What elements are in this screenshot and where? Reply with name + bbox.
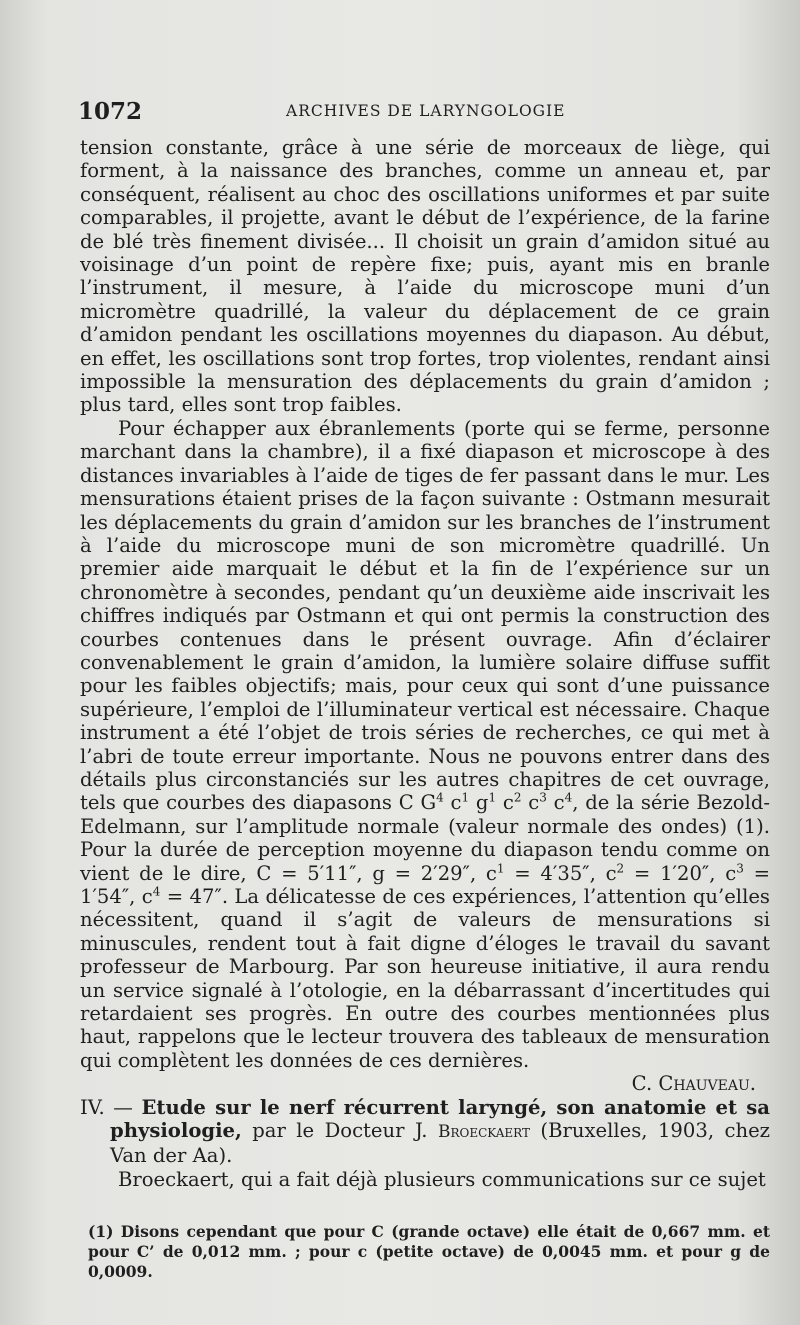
- signature-initial: C.: [631, 1072, 659, 1096]
- text-run: = 1′20″, c: [624, 861, 737, 885]
- superscript: 1: [488, 790, 497, 805]
- paragraph-2: [80, 417, 770, 1072]
- page-number: 1072: [78, 98, 143, 125]
- text-run: , de la série Bezold-Edelmann, sur l’amplitude normale (valeur normale des ondes) (1). Pour la durée de perception moyenne du diapason tendu comme on vient de le dire, C = 5′11″, g = 2′29″, c: [80, 791, 771, 885]
- superscript: 4: [564, 790, 573, 805]
- text-run: c: [521, 791, 540, 815]
- section-byline: par le Docteur J.: [241, 1119, 438, 1143]
- text-run: c: [546, 791, 565, 815]
- superscript: 3: [539, 790, 547, 805]
- superscript: 2: [513, 790, 522, 805]
- running-head: ARCHIVES DE LARYNGOLOGIE: [286, 102, 566, 120]
- footnote: (1) Disons cependant que pour C (grande octave) elle était de 0,667 mm. et pour C’ de 0,012 mm. ; pour c (petite octave) de 0,0045 mm. et pour g de 0,0009.: [88, 1222, 770, 1281]
- text-run: = 47″. La délicatesse de ces expériences, l’attention qu’elles nécessitent, quand il s’agit de valeurs de mensurations si minuscules, rendent tout à fait digne d’éloges le travail du savant professeur de Marbourg. Par son heureuse initiative, il aura rendu un service signalé à l’otologie, en la débarrassant d’incertitudes qui retardaient ses progrès. En outre des courbes mentionnées plus haut, rappelons que le lecteur trouvera des tableaux de mensuration qui complètent les données de ces dernières.: [80, 885, 770, 1072]
- superscript: 4: [152, 884, 161, 899]
- signature-name: Chauveau.: [658, 1072, 756, 1096]
- superscript: 4: [436, 790, 444, 805]
- superscript: 2: [616, 861, 625, 876]
- page-header: [78, 98, 728, 126]
- text-run: g: [469, 791, 489, 815]
- main-text: [80, 136, 770, 1191]
- section-publication: (Bruxelles, 1903, chez Van der Aa).: [110, 1119, 770, 1168]
- text-run: Pour échapper aux ébranlements (porte qui se ferme, personne marchant dans la chambre), il a fixé diapason et microscope à des distances invariables à l’aide de tiges de fer passant dans le mur. Les mensurations étaient prises de la façon suivante : Ostmann mesurait les déplacements du grain d’amidon sur les branches de l’instrument à l’aide du microscope muni de son micromètre quadrillé. Un premier aide marquait le début et la fin de l’expérience sur un chronomètre à secondes, pendant qu’un deuxième aide inscrivait les chiffres indiqués par Ostmann et qui ont permis la construction des courbes contenues dans le présent ouvrage. Afin d’éclairer convenablement le grain d’amidon, la lumière solaire diffuse suffit pour les faibles objectifs; mais, pour ceux qui sont d’une puissance supérieure, l’emploi de l’illuminateur vertical est nécessaire. Chaque instrument a été l’objet de trois séries de recherches, ce qui met à l’abri de toute erreur importante. Nous ne pouvons entrer dans des détails plus circonstanciés sur les autres chapitres de cet ouvrage, tels que courbes des diapasons C G: [80, 416, 770, 815]
- superscript: 1: [461, 790, 470, 805]
- section-heading: [80, 1096, 770, 1168]
- signature: [80, 1072, 770, 1095]
- text-run: c: [443, 791, 462, 815]
- text-run: c: [496, 791, 514, 815]
- text-run: = 4′35″, c: [504, 861, 617, 885]
- section-number: IV. —: [80, 1095, 142, 1119]
- superscript: 1: [496, 861, 505, 876]
- section-title: Etude sur le nerf récurrent laryngé, son anatomie et sa physiologie,: [110, 1095, 770, 1143]
- section-author: Broeckaert: [437, 1122, 530, 1143]
- section-first-line: Broeckaert, qui a fait déjà plusieurs communications sur ce sujet: [118, 1167, 766, 1191]
- text-run: = 1′54″, c: [80, 861, 770, 908]
- paragraph-1: tension constante, grâce à une série de morceaux de liège, qui forment, à la naissance des branches, comme un anneau et, par conséquent, réalisent au choc des oscillations uniformes et par suite comparables, il projette, avant le début de l’expérience, de la farine de blé très finement divisée... Il choisit un grain d’amidon situé au voisinage d’un point de repère fixe; puis, ayant mis en branle l’instrument, il mesure, à l’aide du microscope muni d’un micromètre quadrillé, la valeur du déplacement de ce grain d’amidon pendant les oscillations moyennes du diapason. Au début, en effet, les oscillations sont trop fortes, trop violentes, rendant ainsi impossible la mensuration des déplacements du grain d’amidon ; plus tard, elles sont trop faibles.: [80, 136, 770, 417]
- superscript: 3: [736, 861, 744, 876]
